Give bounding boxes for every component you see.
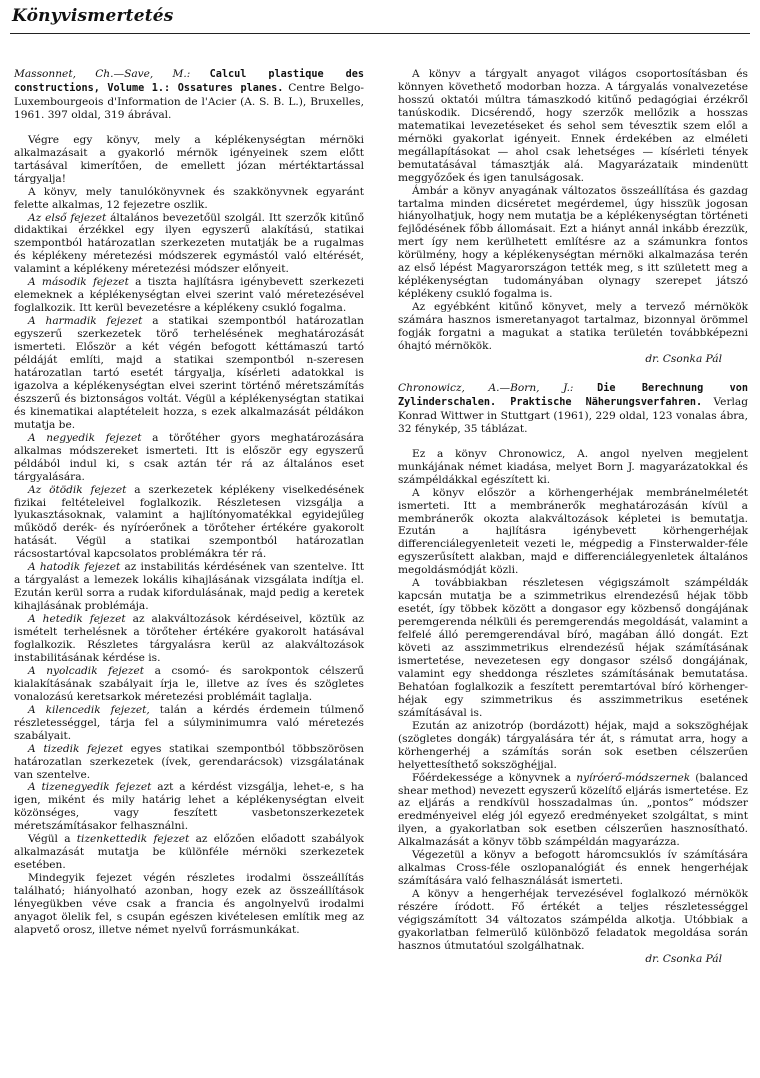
paragraph-text: talán a kérdés érdemein túlmenő részletességgel, tárja fel a súlyminimumra való méretezés szabályait. xyxy=(14,703,365,742)
chapter-label: Az ötödik fejezet xyxy=(28,483,127,496)
paragraph-text: az instabilitás kérdésének van szentelve. Itt a tárgyalást a lemezek lokális kihajlásának vizsgálata indítja el. Ezután kerül sorra a rudak kifordulásának, majd pedig a keretek kihajlásának problémája. xyxy=(14,561,364,613)
review-1-publisher: Centre Belgo-Luxembourgeois d'Information de l'Acier (A. S. B. L.), Bruxelles, 1961. 397 oldal, 319 ábrával. xyxy=(14,81,364,121)
paragraph-text: (balanced shear method) nevezett egyszerű közelítő eljárás ismertetése. Ez az eljárás a rendkívül hosszadalmas ún. „pontos” módszer eredményeivel elég jól egyező eredményeket szolgáltat, s mint ilyen, a gyakorlatban sok esetben célszerűen hasznosítható. Alkalmazását a könyv több számpéldán magyarázza. xyxy=(398,771,748,849)
paragraph-text: Végül a xyxy=(28,833,77,846)
paragraph: Ámbár a könyv anyagának változatos összeállítása és gazdag tartalma minden dicséretet megérdemel, úgy hisszük jogosan hiányolhatjuk, hogy nem mutatja be a képlékenységtan történeti fejlődésének főbb állomásait. Ezt a hiányt annál inkább érezzük, mert így nem kerülhetett említésre az a számunkra fontos körülmény, hogy a képlékenységtan mérnöki alkalmazása terén az első lépést Magyarországon tették meg, s itt született meg a képlékenységtan tudományában olynagy szerepet játszó képlékeny csukló fogalma is. xyxy=(398,184,748,301)
chapter-label: A kilencedik fejezet, xyxy=(28,703,150,716)
review-2-authors: Chronowicz, A.—Born, J.: xyxy=(398,381,574,394)
chapter-label: tizenkettedik fejezet xyxy=(76,833,190,846)
paragraph xyxy=(14,833,364,872)
review-1-title: Calcul plastique des constructions, Volume 1.: Ossatures planes. xyxy=(14,69,365,94)
paragraph: A könyv, mely tanulókönyvnek és szakkönyvnek egyaránt felette alkalmas, 12 fejezetre oszlik. xyxy=(14,185,364,211)
paragraph xyxy=(14,276,364,315)
paragraph-text: a statikai szempontból határozatlan egyszerű szerkezetek törő terhelésének meghatározását ismerteti. Először a két végén befogott kéttámaszú tartó példáját említi, majd a statikai szempontból n-szeresen határozatlan tartó esetét tárgyalja, kísérleti adatokkal is igazolva a képlékenységtan elvei szerint történő méretszámítás észszerű és biztonságos voltát. Végül a képlékenységtan statikai és kinematikai alaptételeit hozza, s ezek alkalmazását példákon mutatja be. xyxy=(14,315,364,431)
heading-rule xyxy=(10,33,750,34)
review-2-reference xyxy=(398,382,748,436)
review-1-reference xyxy=(14,68,364,122)
paragraph-text: egyes statikai szempontból többszörösen határozatlan szerkezetek (ívek, gerendarácsok) vizsgálatának van szentelve. xyxy=(14,742,364,781)
paragraph xyxy=(14,704,364,743)
paragraph: Ez a könyv Chronowicz, A. angol nyelven megjelent munkájának német kiadása, melyet Born J. magyarázatokkal és számpéldákkal egészített ki. xyxy=(398,447,748,486)
paragraph xyxy=(14,743,364,782)
chapter-label: Az első fejezet xyxy=(28,211,107,224)
paragraph-text: az alakváltozások kérdéseivel, köztük az ismételt terhelésnek a törőteher értékére gyakorolt hatásával foglalkozik. Részletes tárgyalásra kerül az alakváltozások instabilitásának kérdése is. xyxy=(14,613,364,664)
paragraph xyxy=(398,772,748,850)
paragraph xyxy=(14,484,364,562)
reviewer-signature: dr. Csonka Pál xyxy=(645,352,722,365)
paragraph xyxy=(14,665,364,704)
paragraph-text: a csomó- és sarokpontok célszerű kialakításának szabályait írja le, illetve az íves és szögletes vonalozású keretsarkok méretezési problémáit taglalja. xyxy=(14,664,364,703)
paragraph xyxy=(14,432,364,484)
review-1-authors: Massonnet, Ch.—Save, M.: xyxy=(14,68,191,80)
right-column xyxy=(398,68,748,966)
paragraph xyxy=(14,561,364,613)
section-heading: Könyvismertetés xyxy=(12,6,174,26)
chapter-label: A tizenegyedik fejezet xyxy=(28,781,152,794)
chapter-label: A tizedik fejezet xyxy=(28,742,123,755)
paragraph: A könyv a tárgyalt anyagot világos csoportosításban és könnyen követhető modorban hozza. A tárgyalás vonalvezetése hosszú oktatói múltra támaszkodó kitűnő pedagógiai érzékről tanúskodik. Dicsérendő, hogy szerzők mellőzik a hosszas matematikai levezetéseket és sehol sem tévesztik szem elől a mérnöki gyakorlat igényeit. Ennek érdekében az elméleti megállapításokat — ahol csak lehetséges — kísérleti tények bemutatásával támasztják alá. Magyarázataik mindenütt meggyőzőek és igen tanulságosak. xyxy=(398,68,748,184)
paragraph: Végezetül a könyv a befogott háromcsuklós ív számítására alkalmas Cross-féle oszlopanalógiát és ennek hengerhéjak számítására való felhasználását ismerteti. xyxy=(398,849,748,888)
paragraph-text: a tiszta hajlításra igénybevett szerkezeti elemeknek a képlékenységtan elvei szerint való méretezésével foglalkozik. Itt kerül bevezetésre a képlékeny csukló fogalma. xyxy=(14,276,364,315)
paragraph: A továbbiakban részletesen végigszámolt számpéldák kapcsán mutatja be a szimmetrikus elrendezésű héjak több esetét, így többek között a dongasor egy közbenső dongájának peremgerenda nélküli és peremgerendás megoldását, valamint a felfelé álló peremgerendával bíró, magában álló dongát. Ezt követi az asszimmetrikus elrendezésű héjak számításának ismertetése, nevezetesen egy dongasor szélső dongájának, valamint egy sheddonga részletes számításának bemutatása. Behatóan foglalkozik a feszített peremtartóval bíró körhenger-héjak egy szimmetrikus és asszimmetrikus esetének számításával is. xyxy=(398,577,748,719)
chapter-label: A hatodik fejezet xyxy=(28,561,121,574)
paragraph xyxy=(14,613,364,665)
left-column xyxy=(14,68,364,937)
review-2-title: Die Berechnung von Zylinderschalen. Praktische Näherungsverfahren. xyxy=(398,382,748,408)
paragraph: Ezután az anizotróp (bordázott) héjak, majd a sokszöghéjak (szögletes dongák) tárgyalására tér át, s rámutat arra, hogy a körhengerhéj a számítás során sok esetben célszerűen helyettesíthető sokszöghéjjal. xyxy=(398,719,748,771)
paragraph-text: az előzően előadott szabályok alkalmazását mutatja be különféle mérnöki szerkezetek esetében. xyxy=(14,833,364,872)
method-name: nyíróerő-módszernek xyxy=(576,771,691,784)
paragraph xyxy=(14,781,364,833)
paragraph: Mindegyik fejezet végén részletes irodalmi összeállítás található; hiányolható azonban, hogy ezek az összeállítások lényegükben véve csak a francia és angolnyelvű irodalmi anyagot ölelik fel, s csupán egészen kivételesen említik meg az alapvető orosz, illetve német nyelvű forrásmunkákat. xyxy=(14,872,364,936)
paragraph-text: a törőtéher gyors meghatározására alkalmas módszereket ismerteti. Itt is először egy egyszerű példából indul ki, s csak aztán tér rá az általános eset tárgyalására. xyxy=(14,431,364,483)
paragraph xyxy=(14,315,364,432)
review-2-publisher: Verlag Konrad Wittwer in Stuttgart (1961), 229 oldal, 123 vonalas ábra, 32 fénykép, 35 táblázat. xyxy=(398,395,748,435)
chapter-label: A hetedik fejezet xyxy=(28,613,126,626)
chapter-label: A negyedik fejezet xyxy=(28,431,142,444)
paragraph-text: azt a kérdést vizsgálja, lehet-e, s ha igen, miként és mily határig lehet a képlékenységtan elveit közönséges, vagy feszített vasbetonszerkezetek méretszámításakor felhasználni. xyxy=(14,781,364,833)
chapter-label: A második fejezet xyxy=(28,276,129,289)
paragraph xyxy=(14,212,364,277)
paragraph: A könyv a hengerhéjak tervezésével foglalkozó mérnökök részére íródott. Fő értékét a teljes részletességgel végigszámított 34 változatos számpélda alkotja. Utóbbiak a gyakorlatban felmerülő különböző feladatok megoldása során hasznos útmutatóul szolgálhatnak. xyxy=(398,888,748,952)
chapter-label: A nyolcadik fejezet xyxy=(28,664,145,677)
paragraph: Az egyébként kitűnő könyvet, mely a tervező mérnökök számára hasznos ismeretanyagot tartalmaz, bizonnyal örömmel fogják forgatni a magukat a statika területén továbbképezni óhajtó mérnökök. xyxy=(398,301,748,353)
paragraph: Végre egy könyv, mely a képlékenységtan mérnöki alkalmazásait a gyakorló mérnök igényeinek szem előtt tartásával kimerítően, de emellett józan mértéktartással tárgyalja! xyxy=(14,133,364,185)
paragraph: A könyv először a körhengerhéjak membránelméletét ismerteti. Itt a membránerők meghatározásán kívül a membránerők okozta alakváltozások képletei is bemutatja. Ezután a hajlításra igénybevett körhengerhéjak differenciálegyenleteit vezeti le, mégpedig a Finsterwalder-féle egyszerűsített alakban, majd e differenciálegyenletek általános megoldásmódját közli. xyxy=(398,486,748,577)
paragraph-text: a szerkezetek képlékeny viselkedésének fizikai feltételeivel foglalkozik. Részletesen vizsgálja a lyukasztásoknak, valamint a hajlítónyomatékkal egyidejűleg működő derék- és nyíróerőnek a törőteher értékére gyakorolt hatását. Végül a statikai szempontból határozatlan rácsostartóval kapcsolatos problémákra tér rá. xyxy=(14,483,364,561)
chapter-label: A harmadik fejezet xyxy=(28,315,143,328)
reviewer-signature: dr. Csonka Pál xyxy=(645,952,722,965)
paragraph-text: általános bevezetőül szolgál. Itt szerzők kitűnő didaktikai érzékkel egy ilyen egyszerű alakítású, statikai szempontból határozatlan szerkezeten mutatják be a rugalmas és képlékeny méretezési módszerek egymástól való eltérését, valamint a képlékeny méretezési módszer előnyeit. xyxy=(14,211,365,276)
paragraph-text: Főérdekessége a könyvnek a xyxy=(412,771,577,784)
